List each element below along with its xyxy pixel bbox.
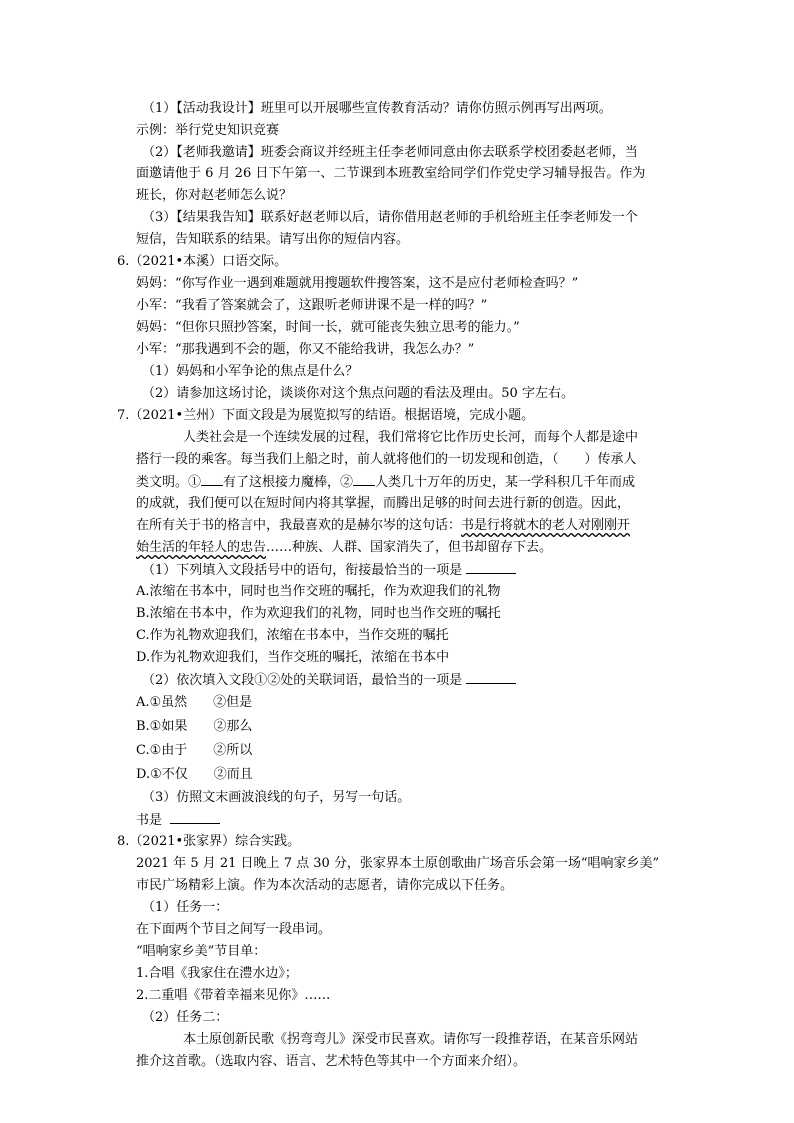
q7-sub2-option-c: C.①由于 ②所以 bbox=[136, 743, 253, 758]
q8-task1: （1）任务一： bbox=[142, 900, 229, 915]
answer-blank bbox=[466, 671, 516, 684]
q8-program-1: 1.合唱《我家住在澧水边》； bbox=[136, 966, 298, 981]
q7-passage-1: 人类社会是一个连续发展的过程，我们常将它比作历史长河，而每个人都是途中 bbox=[183, 430, 639, 445]
q5-sub3: （3）【结果我告知】联系好赵老师以后，请你借用赵老师的手机给班主任李老师发一个 bbox=[142, 210, 638, 225]
q6-sub1: （1）妈妈和小军争论的焦点是什么？ bbox=[142, 364, 359, 379]
q5-sub2: （2）【老师我邀请】班委会商议并经班主任李老师同意由你去联系学校团委赵老师，当 bbox=[142, 145, 638, 160]
q7-passage-5 bbox=[136, 517, 630, 535]
q7-passage-2: 搭行一段的乘客。每当我们上船之时，前人就将他们的一切发现和创造，（ ）传承人 bbox=[136, 452, 637, 467]
passage-text: 在所有关于书的格言中，我最喜欢的是赫尔岑的这句话： bbox=[136, 518, 462, 533]
passage-text: 人类几十万年的历史，某一学科积几千年而成 bbox=[375, 475, 636, 490]
q8-task2-desc-2: 推介这首歌。（选取内容、语言、艺术特色等其中一个方面来介绍）。 bbox=[136, 1054, 527, 1069]
wavy-underlined-sentence: 书是行将就木的老人对刚刚开 bbox=[461, 518, 631, 533]
q5-sub2-line3: 班长，你对赵老师怎么说？ bbox=[136, 188, 293, 203]
question-text: （2）依次填入文段①②处的关联词语，最恰当的一项是 bbox=[142, 673, 463, 688]
passage-text: 有了这根接力魔棒，② bbox=[223, 475, 354, 490]
q6-dialog-2: 小军：“我看了答案就会了，这跟听老师讲课不是一样的吗？” bbox=[136, 298, 488, 313]
q7-sub2-option-a: A.①虽然 ②但是 bbox=[136, 695, 253, 710]
passage-text: 类文明。① bbox=[136, 475, 202, 490]
q5-example: 示例：举行党史知识竞赛 bbox=[136, 123, 280, 138]
q8-program-2: 2.二重唱《带着幸福来见你》…… bbox=[136, 988, 331, 1003]
q7-option-d: D.作为礼物欢迎我们，当作交班的嘱托，浓缩在书本中 bbox=[136, 650, 450, 665]
q7-sub3: （3）仿照文末画波浪线的句子，另写一句话。 bbox=[142, 790, 411, 805]
q7-option-a: A.浓缩在书本中，同时也当作交班的嘱托，作为欢迎我们的礼物 bbox=[136, 584, 501, 599]
q5-sub3-line2: 短信，告知联系的结果。请写出你的短信内容。 bbox=[136, 232, 410, 247]
wavy-underlined-sentence-end: 始生活的年轻人的忠告 bbox=[136, 540, 267, 555]
answer-blank bbox=[170, 811, 220, 824]
question-text: （1）下列填入文段括号中的语句，衔接最恰当的一项是 bbox=[142, 563, 463, 578]
q5-sub2-line2: 面邀请他于 6 月 26 日下午第一、二节课到本班教室给同学们作党史学习辅导报告。作为 bbox=[136, 166, 646, 181]
q7-passage-3 bbox=[136, 473, 635, 492]
q7-sub2 bbox=[142, 671, 516, 690]
q5-sub1: （1）【活动我设计】班里可以开展哪些宣传教育活动？请你仿照示例再写出两项。 bbox=[142, 101, 612, 116]
q8-intro-2: 市民广场精彩上演。作为本次活动的志愿者，请你完成以下任务。 bbox=[136, 878, 514, 893]
q7-option-c: C.作为礼物欢迎我们，浓缩在书本中，当作交班的嘱托 bbox=[136, 628, 449, 643]
answer-prefix: 书是 bbox=[136, 813, 163, 828]
q8-program-title: “唱响家乡美”节目单： bbox=[136, 944, 267, 959]
q7-sub1 bbox=[142, 561, 516, 580]
q6-dialog-1: 妈妈：“你写作业一遇到难题就用搜题软件搜答案，这不是应付老师检查吗？” bbox=[136, 276, 579, 291]
q7-passage-4: 的成就，我们便可以在短时间内将其掌握，而腾出足够的时间去进行新的创造。因此， bbox=[136, 496, 631, 511]
passage-text: ……种族、人群、国家消失了，但书却留存下去。 bbox=[266, 540, 553, 555]
q8-task2-desc-1: 本土原创新民歌《拐弯弯儿》深受市民喜欢。请你写一段推荐语，在某音乐网站 bbox=[183, 1032, 639, 1047]
answer-blank bbox=[466, 561, 516, 574]
fill-blank-1 bbox=[201, 473, 223, 486]
q7-heading: 7.（2021•兰州）下面文段是为展览拟写的结语。根据语境，完成小题。 bbox=[117, 408, 535, 423]
q8-task1-desc: 在下面两个节目之间写一段串词。 bbox=[136, 922, 332, 937]
q6-sub2: （2）请参加这场讨论，谈谈你对这个焦点问题的看法及理由。50 字左右。 bbox=[142, 386, 574, 401]
q7-passage-6 bbox=[136, 539, 552, 557]
q7-sub3-answer bbox=[136, 811, 220, 830]
q8-task2: （2）任务二： bbox=[142, 1010, 229, 1025]
fill-blank-2 bbox=[353, 473, 375, 486]
q6-dialog-4: 小军：“那我遇到不会的题，你又不能给我讲，我怎么办？” bbox=[136, 342, 475, 357]
q7-option-b: B.浓缩在书本中，作为欢迎我们的礼物，同时也当作交班的嘱托 bbox=[136, 606, 501, 621]
q7-sub2-option-d: D.①不仅 ②而且 bbox=[136, 767, 253, 782]
q7-sub2-option-b: B.①如果 ②那么 bbox=[136, 719, 253, 734]
q8-heading: 8.（2021•张家界）综合实践。 bbox=[117, 834, 301, 849]
q8-intro-1: 2021 年 5 月 21 日晚上 7 点 30 分，张家界本土原创歌曲广场音乐会第一场“唱响家乡美” bbox=[136, 856, 660, 871]
q6-dialog-3: 妈妈：“但你只照抄答案，时间一长，就可能丧失独立思考的能力。” bbox=[136, 320, 520, 335]
q6-heading: 6.（2021•本溪）口语交际。 bbox=[117, 254, 288, 269]
